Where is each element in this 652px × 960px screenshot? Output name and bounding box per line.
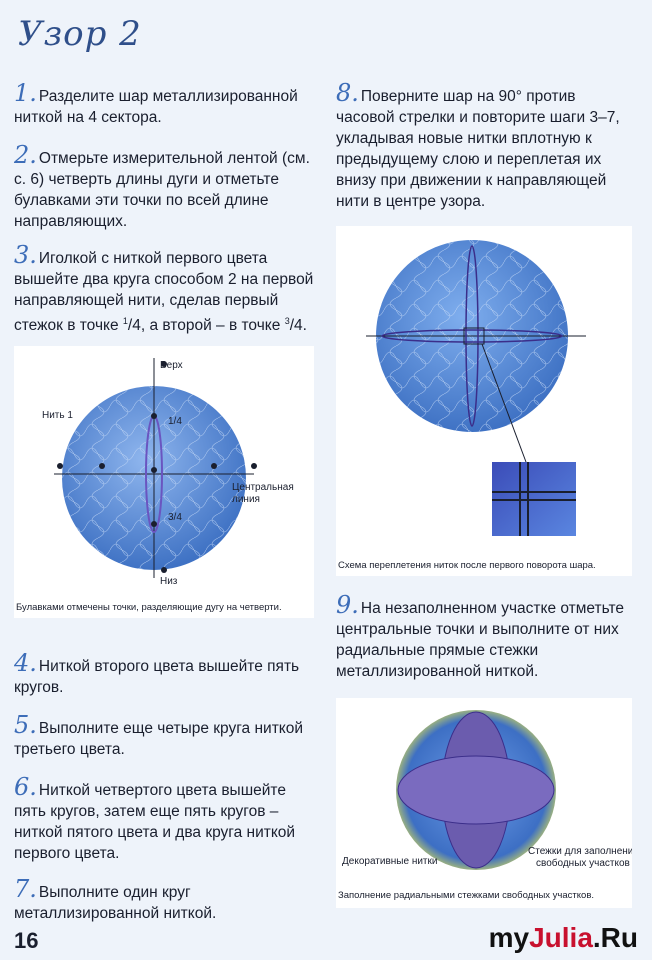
label-three-quarter: 3/4 [168,512,182,523]
watermark-part: my [488,922,530,953]
step-text: Поверните шар на 90° против часовой стрелки и повторите шаги 3–7, укладывая новые нитки вплотную к предыдущему слою и переплетая их внизу при движении к направляющей нити в центре узора. [336,88,620,210]
step-5 [14,711,314,760]
step-number: 3. [14,241,37,269]
label-thread: Нить 1 [42,410,73,421]
step-2 [14,141,314,232]
watermark-logo [489,922,638,954]
step-number: 5. [14,711,37,739]
label-center-line-2: линия [232,494,260,505]
step-number: 1. [14,79,37,107]
step-text: Отмерьте измерительной лентой (см. с. 6) четверть длины дуги и отметьте булавками эти точки по всей длине направляющих. [14,150,310,230]
fraction-denominator: /4 [127,317,141,335]
step-text: Выполните еще четыре круга ниткой третьего цвета. [14,720,304,758]
step-text: . [302,317,307,335]
step-text: На незаполненном участке отметьте центральные точки и выполните от них радиальные прямые стежки металлизированной ниткой. [336,600,625,680]
fraction-numerator: 1 [122,316,128,326]
step-text: Иголкой с ниткой первого цвета вышейте два круга способом 2 на первой направляющей нити, сделав первый стежок в точке [14,250,314,335]
step-number: 2. [14,141,37,169]
figure-3-diagram [336,698,632,884]
figure-2-caption: Схема переплетения ниток после первого поворота шара. [338,560,596,571]
step-number: 4. [14,649,37,677]
label-top: Верх [160,360,183,371]
label-center-line-1: Центральная [232,482,294,493]
step-4 [14,649,314,698]
figure-1-diagram [14,346,314,618]
step-text: Ниткой второго цвета вышейте пять кругов. [14,658,300,696]
label-fill-2: свободных участков [536,858,630,869]
figure-1-panel [14,346,314,618]
figure-2-diagram [336,226,632,556]
watermark-part: .Ru [592,922,638,953]
label-fill-1: Стежки для заполнения [528,846,632,857]
fraction-denominator: /4 [289,317,303,335]
step-number: 7. [14,875,37,903]
page-title: Узор 2 [18,14,142,54]
figure-1-caption: Булавками отмечены точки, разделяющие дугу на четверти. [16,602,282,613]
step-text: , а второй – в точке [140,317,285,335]
step-number: 9. [336,591,359,619]
label-decor: Декоративные нитки [342,856,438,867]
petal-horizontal [398,756,554,824]
fraction-numerator: 3 [284,316,290,326]
step-text: Выполните один круг металлизированной ниткой. [14,884,217,922]
step-6 [14,773,314,864]
step-text: Ниткой четвертого цвета вышейте пять кругов, затем еще пять кругов – ниткой пятого цвета и два круга ниткой первого цвета. [14,782,296,862]
step-number: 8. [336,79,359,107]
step-number: 6. [14,773,37,801]
figure-3-panel [336,698,632,908]
step-1 [14,79,314,128]
step-3 [14,241,314,336]
watermark-part: Julia [529,922,593,953]
page-number: 16 [14,928,39,953]
figure-3-caption: Заполнение радиальными стежками свободных участков. [338,890,594,901]
step-7 [14,875,314,924]
step-8 [336,79,632,212]
figure-2-panel [336,226,632,576]
step-text: Разделите шар металлизированной ниткой на 4 сектора. [14,88,298,126]
step-9 [336,591,632,682]
label-bottom: Низ [160,576,178,587]
label-quarter: 1/4 [168,416,182,427]
